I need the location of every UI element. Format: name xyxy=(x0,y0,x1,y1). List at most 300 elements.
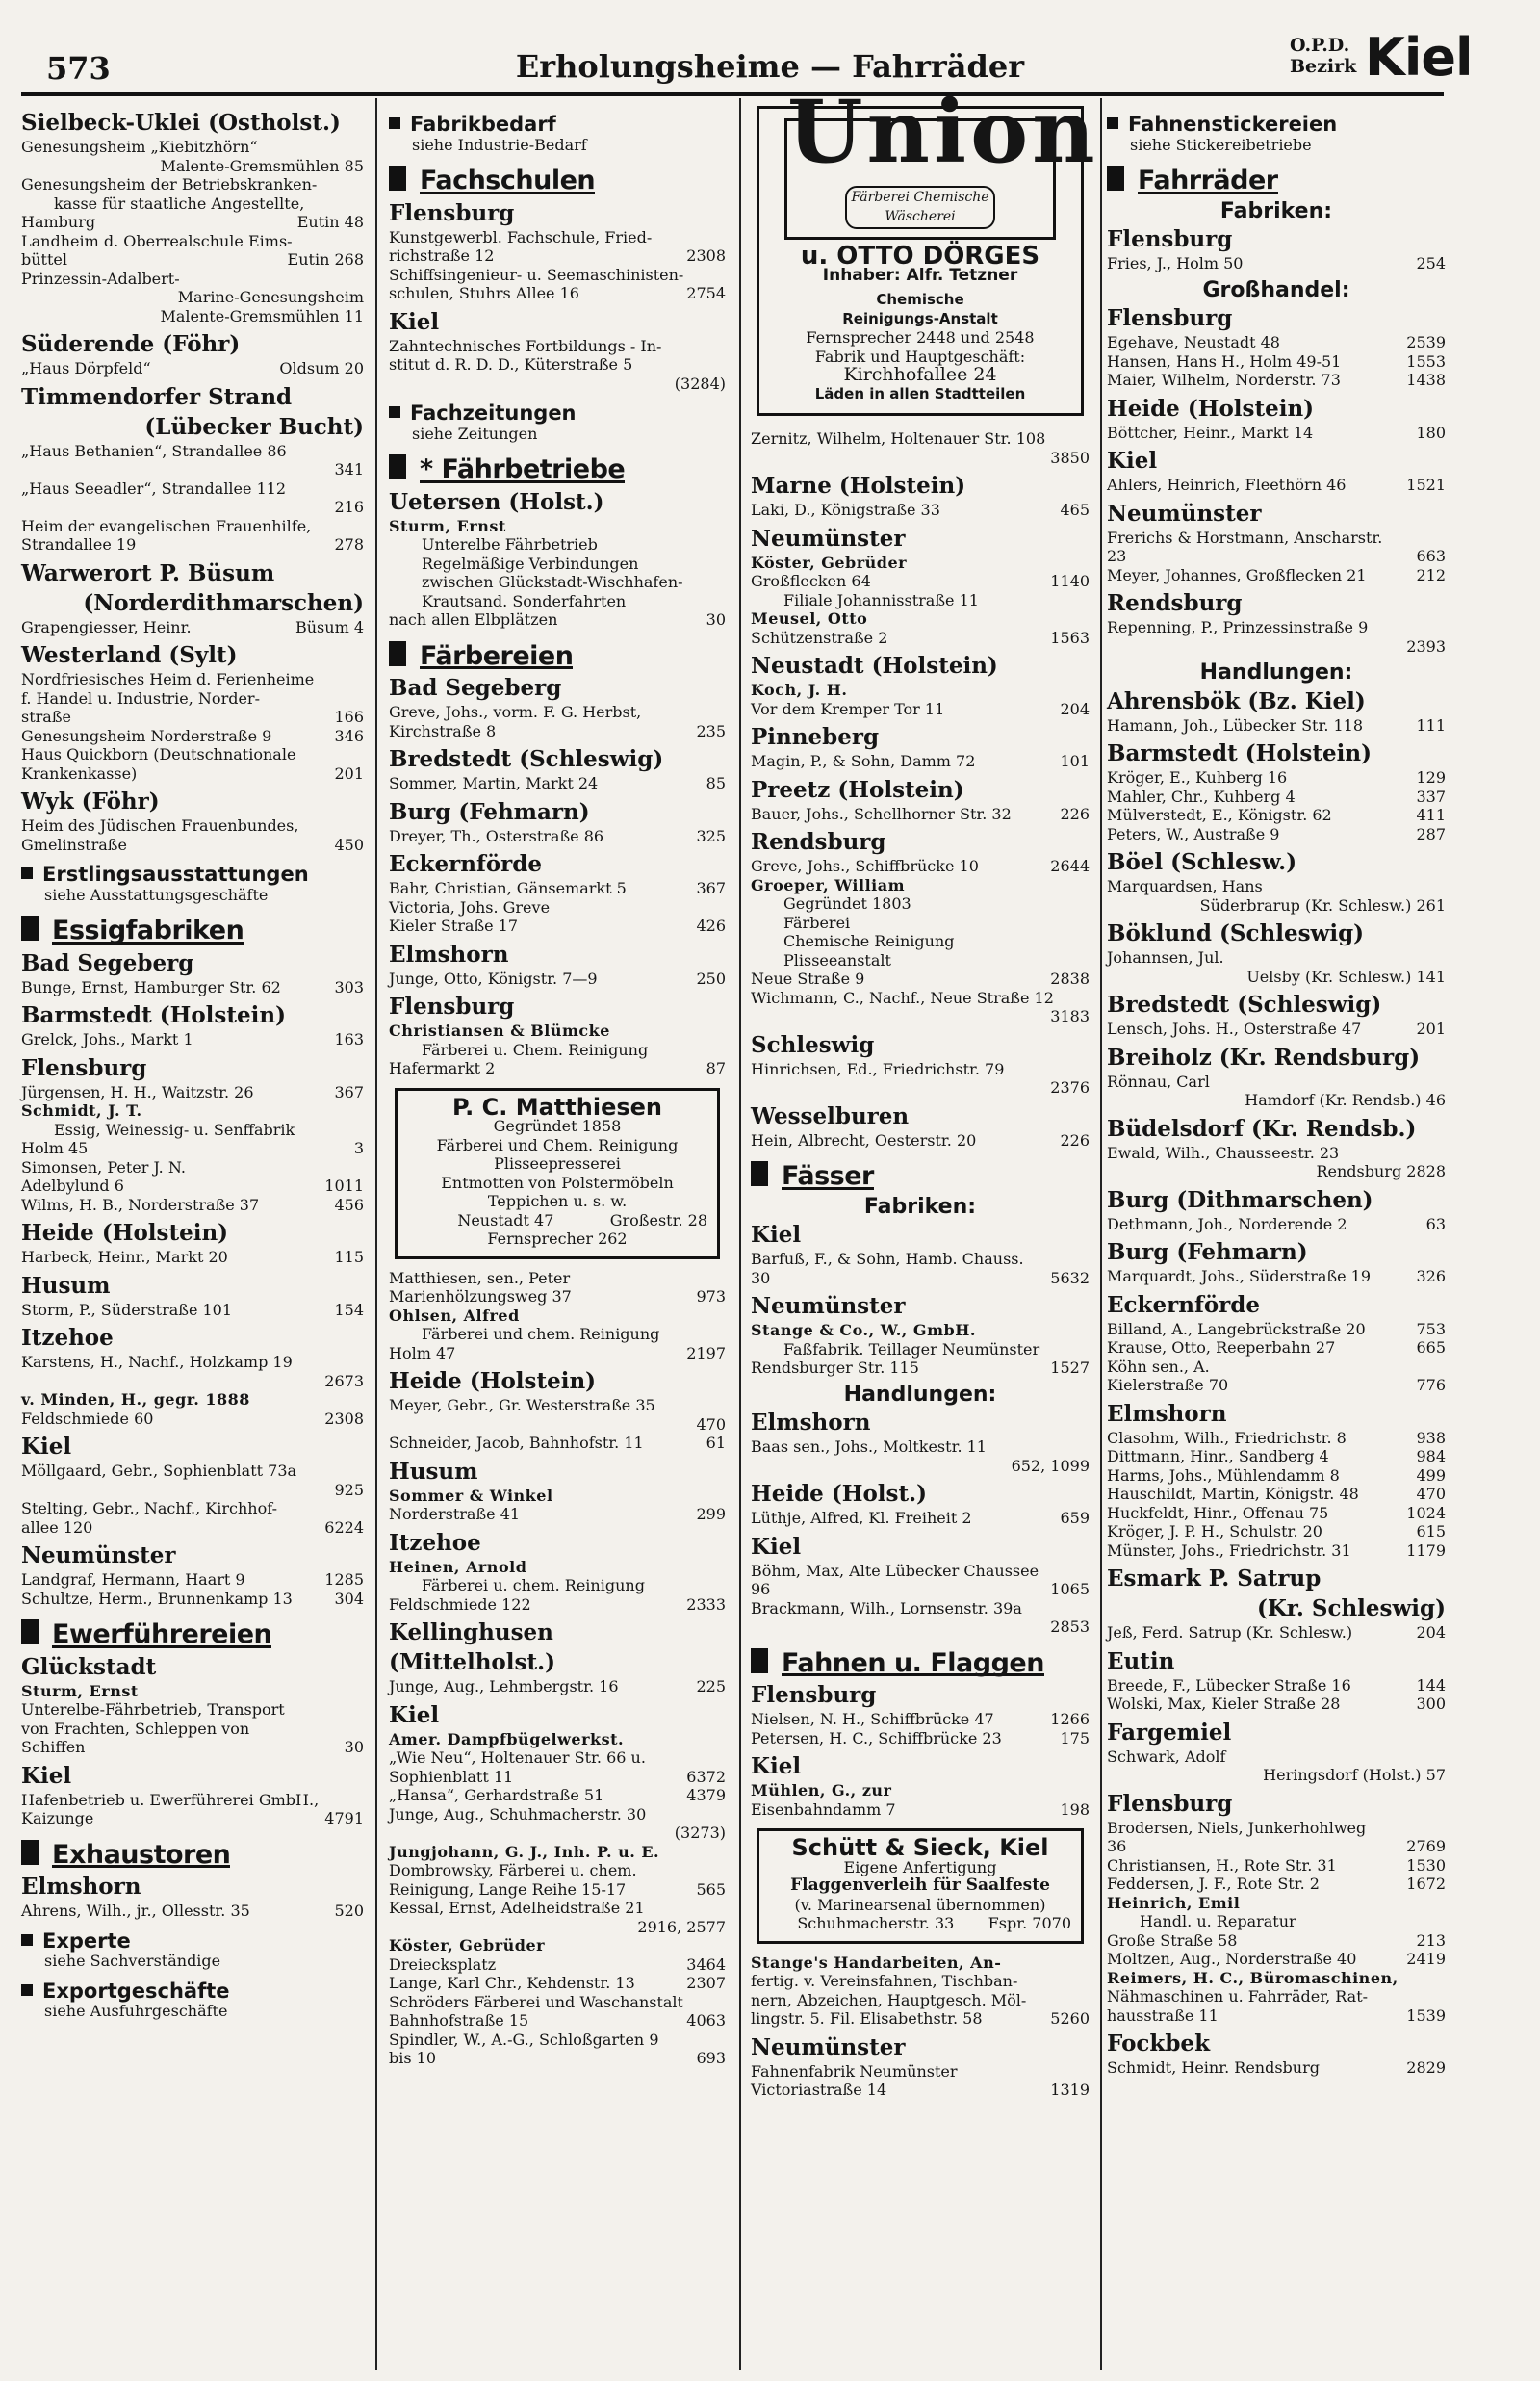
listing-phone: 204 xyxy=(1060,699,1090,718)
section-title: Fachzeitungen xyxy=(410,401,577,425)
listing-entry xyxy=(751,1250,1090,1269)
listing-detail: Faßfabrik. Teillager Neumünster xyxy=(783,1339,1040,1359)
listing-name: Hinrichsen, Ed., Friedrichstr. 79 xyxy=(751,1059,1005,1078)
listing-name: Lensch, Johs. H., Osterstraße 47 xyxy=(1107,1020,1362,1038)
listing-entry xyxy=(751,1710,1090,1729)
listing-name: 36 xyxy=(1107,1837,1127,1855)
listing-detail: Krautsand. Sonderfahrten xyxy=(422,591,627,610)
listing-entry xyxy=(1107,716,1446,736)
listing-entry xyxy=(21,1083,364,1102)
listing-phone: 115 xyxy=(334,1248,364,1266)
listing-entry xyxy=(751,1562,1090,1581)
place-heading: Heide (Holstein) xyxy=(1107,395,1315,422)
listing-name: Laki, D., Königstraße 33 xyxy=(751,501,940,519)
column-4 xyxy=(1107,104,1446,2078)
listing-name: Schiffen xyxy=(21,1738,86,1756)
listing-name: Böttcher, Heinr., Markt 14 xyxy=(1107,423,1314,442)
place-heading: (Kr. Schleswig) xyxy=(1256,1595,1446,1621)
listing-name: Adelbylund 6 xyxy=(21,1177,124,1195)
district-label xyxy=(1290,35,1356,77)
place-heading: Kiel xyxy=(21,1434,72,1460)
section-bullet-icon xyxy=(1107,117,1118,129)
listing-phone: 367 xyxy=(696,879,726,897)
listing-detail: Handl. u. Reparatur xyxy=(1140,1912,1296,1930)
place-heading: Kiel xyxy=(751,1753,802,1779)
place-heading: Neumünster xyxy=(1107,500,1262,527)
ad-line: Teppichen u. s. w. xyxy=(487,1192,628,1210)
listing-phone: 411 xyxy=(1416,806,1446,824)
listing-entry xyxy=(21,727,364,746)
listing-entry xyxy=(1107,806,1446,825)
listing-entry xyxy=(389,1786,726,1805)
listing-name: Heim des Jüdischen Frauenbundes, xyxy=(21,816,299,835)
listing-name: 23 xyxy=(1107,547,1127,565)
listing-entry xyxy=(1107,1144,1446,1163)
listing-entry xyxy=(751,752,1090,771)
ad-phone: Fernsprecher 262 xyxy=(487,1229,628,1248)
listing-phone: 565 xyxy=(696,1879,726,1899)
listing-firm: Sturm, Ernst xyxy=(21,1681,139,1700)
listing-phone: 984 xyxy=(1416,1447,1446,1465)
listing-entry xyxy=(751,1580,1090,1599)
section-heading xyxy=(751,1648,1090,1677)
listing-name: „Hansa“, Gerhardstraße 51 xyxy=(389,1786,604,1804)
listing-entry xyxy=(751,501,1090,520)
listing-name: Schultze, Herm., Brunnenkamp 13 xyxy=(21,1589,293,1608)
listing-entry xyxy=(21,1462,364,1481)
listing-phone: 3 xyxy=(353,1139,364,1157)
section-bullet-icon xyxy=(751,1648,768,1673)
listing-entry xyxy=(1107,1969,1446,1988)
ad-line: Flaggenverleih für Saalfeste xyxy=(790,1876,1050,1895)
listing-entry xyxy=(389,1880,726,1900)
listing-name: allee 120 xyxy=(21,1517,93,1537)
listing-entry xyxy=(389,1748,726,1768)
listing-name: Landheim d. Oberrealschule Eims- xyxy=(21,231,293,250)
listing-entry xyxy=(751,1599,1090,1618)
listing-value: Marine-Genesungsheim xyxy=(177,288,364,306)
section-bullet-icon xyxy=(1107,166,1124,191)
listing-name: Hauschildt, Martin, Königstr. 48 xyxy=(1107,1485,1359,1503)
listing-phone: 1530 xyxy=(1406,1855,1446,1875)
section-title: Exhaustoren xyxy=(52,1839,231,1870)
listing-entry xyxy=(751,989,1090,1008)
listing-entry xyxy=(1107,1485,1446,1504)
place-heading: Marne (Holstein) xyxy=(751,473,966,499)
listing-value: 2376 xyxy=(1050,1078,1090,1097)
listing-entry xyxy=(1107,476,1446,495)
listing-name: Krause, Otto, Reeperbahn 27 xyxy=(1107,1338,1336,1357)
ad-line: Färberei und Chem. Reinigung xyxy=(436,1135,679,1154)
ad-title: P. C. Matthiesen xyxy=(451,1093,662,1121)
section-title: Fahnen u. Flaggen xyxy=(782,1647,1044,1678)
place-heading: Schleswig xyxy=(751,1031,875,1058)
listing-name: Hamann, Joh., Lübecker Str. 118 xyxy=(1107,715,1364,735)
listing-detail: Färberei u. Chem. Reinigung xyxy=(422,1040,649,1059)
place-heading: Breiholz (Kr. Rendsburg) xyxy=(1107,1044,1421,1071)
listing-name: Neue Straße 9 xyxy=(751,970,865,988)
listing-entry xyxy=(389,1595,726,1615)
listing-name: Moltzen, Aug., Norderstraße 40 xyxy=(1107,1950,1357,1968)
listing-entry xyxy=(21,708,364,727)
listing-entry xyxy=(389,703,726,722)
listing-entry xyxy=(389,898,726,918)
listing-entry xyxy=(1107,1987,1446,2006)
listing-name: Ahrens, Wilh., jr., Ollesstr. 35 xyxy=(21,1902,250,1920)
listing-name: „Haus Bethanien“, Strandallee 86 xyxy=(21,441,287,460)
place-heading: Husum xyxy=(389,1458,478,1485)
listing-phone: 367 xyxy=(334,1082,364,1101)
listing-name: Stelting, Gebr., Nachf., Kirchhof- xyxy=(21,1499,277,1517)
listing-value: 925 xyxy=(334,1480,364,1499)
listing-entry xyxy=(21,1353,364,1372)
listing-phone: 6224 xyxy=(324,1517,364,1537)
listing-name: Greve, Johs., vorm. F. G. Herbst, xyxy=(389,703,642,721)
listing-entry xyxy=(21,442,364,461)
place-heading: (Lübecker Bucht) xyxy=(144,413,364,440)
listing-name: Hamburg xyxy=(21,213,96,231)
place-heading: Ahrensbök (Bz. Kiel) xyxy=(1107,687,1366,714)
see-reference: siehe Industrie-Bedarf xyxy=(412,135,587,154)
listing-entry xyxy=(1107,352,1446,372)
listing-firm: Christiansen & Blümcke xyxy=(389,1022,610,1040)
district-name: Kiel xyxy=(1365,27,1473,88)
listing-name: Nordfriesisches Heim d. Ferienheime xyxy=(21,670,315,688)
listing-entry xyxy=(1107,1541,1446,1561)
column-divider xyxy=(739,98,741,2370)
place-heading: Flensburg xyxy=(389,199,515,226)
listing-name: Jürgensen, H. H., Waitzstr. 26 xyxy=(21,1082,254,1101)
listing-entry xyxy=(389,827,726,846)
listing-phone: 5632 xyxy=(1050,1268,1090,1287)
listing-entry xyxy=(751,1991,1090,2010)
listing-entry xyxy=(21,138,364,157)
listing-name: Reimers, H. C., Büromaschinen, xyxy=(1107,1968,1399,1987)
listing-phone: 2307 xyxy=(686,1974,726,1992)
listing-value: Rendsburg 2828 xyxy=(1316,1162,1446,1180)
listing-detail: Essig, Weinessig- u. Senffabrik xyxy=(54,1120,295,1139)
listing-name: Krankenkasse) xyxy=(21,763,138,783)
listing-name: Marquardt, Johs., Süderstraße 19 xyxy=(1107,1267,1372,1285)
listing-name: richstraße 12 xyxy=(389,246,495,265)
listing-name: Meyer, Johannes, Großflecken 21 xyxy=(1107,565,1367,584)
listing-entry xyxy=(21,1499,364,1518)
listing-phone: 303 xyxy=(334,977,364,996)
place-heading: Böklund (Schleswig) xyxy=(1107,920,1365,946)
listing-entry xyxy=(389,1805,726,1825)
listing-name: Frerichs & Horstmann, Anscharstr. xyxy=(1107,528,1383,547)
listing-entry xyxy=(389,2031,726,2050)
see-reference: siehe Zeitungen xyxy=(412,424,538,443)
listing-entry xyxy=(21,1902,364,1921)
listing-name: Junge, Aug., Lehmbergstr. 16 xyxy=(389,1677,619,1695)
listing-phone: 63 xyxy=(1425,1214,1446,1233)
place-heading: Eutin xyxy=(1107,1647,1175,1674)
listing-firm: Sturm, Ernst xyxy=(389,516,506,535)
place-heading: Neumünster xyxy=(751,525,906,552)
listing-phone: 2644 xyxy=(1050,857,1090,875)
place-heading: Kiel xyxy=(21,1762,72,1789)
listing-name: Kielerstraße 70 xyxy=(1107,1376,1229,1394)
ad-address-row xyxy=(769,1914,1071,1933)
listing-name: Genesungsheim der Betriebskranken- xyxy=(21,175,318,194)
listing-phone: 470 xyxy=(1416,1485,1446,1503)
listing-phone: 225 xyxy=(696,1677,726,1695)
ad-line: Eigene Anfertigung xyxy=(843,1857,997,1876)
listing-value: 2673 xyxy=(324,1371,364,1390)
place-heading: Timmendorfer Strand xyxy=(21,383,293,410)
listing-firm: Meusel, Otto xyxy=(751,609,868,628)
listing-name: Storm, P., Süderstraße 101 xyxy=(21,1300,233,1319)
listing-entry xyxy=(389,2049,726,2068)
subsection-heading: Handlungen: xyxy=(1199,660,1353,685)
column-3 xyxy=(751,81,1099,2100)
listing-name: Barfuß, F., & Sohn, Hamb. Chauss. xyxy=(751,1250,1024,1268)
listing-phone: 325 xyxy=(696,826,726,845)
section-title: Exportgeschäfte xyxy=(42,1979,230,2003)
see-reference: siehe Ausstattungsgeschäfte xyxy=(44,885,269,904)
section-bullet-icon xyxy=(21,867,33,879)
listing-name: Egehave, Neustadt 48 xyxy=(1107,333,1280,351)
place-heading: Kiel xyxy=(1107,448,1158,474)
listing-name: straße xyxy=(21,708,71,726)
place-heading: Flensburg xyxy=(1107,1790,1233,1817)
section-heading xyxy=(389,454,726,483)
listing-entry xyxy=(389,1344,726,1363)
place-heading: Kellinghusen (Mittelholst.) xyxy=(389,1619,555,1675)
listing-phone: 129 xyxy=(1416,768,1446,787)
listing-phone: 250 xyxy=(696,969,726,988)
listing-entry xyxy=(1107,1020,1446,1039)
listing-entry xyxy=(389,1861,726,1880)
listing-name: Victoria, Johs. Greve xyxy=(389,897,551,917)
listing-phone: 450 xyxy=(334,835,364,854)
listing-phone: 226 xyxy=(1060,804,1090,823)
listing-phone: 3464 xyxy=(686,1954,726,1974)
listing-name: Köhn sen., A. xyxy=(1107,1357,1210,1376)
listing-phone: 326 xyxy=(1416,1267,1446,1285)
listing-name: Unterelbe-Fährbetrieb, Transport xyxy=(21,1700,285,1719)
listing-name: Hafenbetrieb u. Ewerführerei GmbH., xyxy=(21,1790,320,1809)
listing-name: Simonsen, Peter J. N. xyxy=(21,1157,186,1177)
listing-firm: Heinrich, Emil xyxy=(1107,1893,1241,1912)
listing-entry xyxy=(1107,1931,1446,1951)
section-heading xyxy=(389,401,726,425)
listing-name: Rendsburger Str. 115 xyxy=(751,1359,919,1377)
ad-address: Neustadt 47 xyxy=(457,1210,554,1229)
section-bullet-icon xyxy=(21,1840,38,1865)
listing-name: Haus Quickborn (Deutschnationale xyxy=(21,745,296,763)
listing-name: Petersen, H. C., Schiffbrücke 23 xyxy=(751,1728,1002,1747)
listing-name: bis 10 xyxy=(389,2049,437,2067)
section-heading xyxy=(389,113,726,136)
listing-detail: Färberei xyxy=(783,913,851,932)
listing-phone: 346 xyxy=(334,726,364,745)
listing-phone: Büsum 4 xyxy=(295,617,364,636)
listing-entry xyxy=(1107,1522,1446,1541)
place-heading: Eckernförde xyxy=(389,851,543,877)
listing-detail: Unterelbe Fährbetrieb xyxy=(422,535,598,554)
listing-entry xyxy=(1107,1447,1446,1466)
listing-firm: Koch, J. H. xyxy=(751,681,848,699)
listing-detail: Färberei und chem. Reinigung xyxy=(422,1325,660,1343)
place-heading: Bad Segeberg xyxy=(21,949,194,976)
advertisement-box xyxy=(395,1088,720,1259)
listing-name: Heim der evangelischen Frauenhilfe, xyxy=(21,516,312,535)
listing-name: Matthiesen, sen., Peter xyxy=(389,1268,571,1287)
section-bullet-icon xyxy=(21,916,38,941)
listing-entry xyxy=(751,1269,1090,1288)
listing-name: Dreiecksplatz xyxy=(389,1954,497,1974)
listing-entry xyxy=(389,1677,726,1696)
listing-name: Magin, P., & Sohn, Damm 72 xyxy=(751,752,976,770)
place-heading: Flensburg xyxy=(751,1682,877,1708)
see-reference: siehe Stickereibetriebe xyxy=(1130,135,1312,154)
listing-phone: 101 xyxy=(1060,752,1090,770)
section-heading xyxy=(389,166,726,194)
listing-entry xyxy=(1107,1267,1446,1286)
listing-phone: 520 xyxy=(334,1902,364,1920)
page-title: Erholungsheime — Fahrräder xyxy=(515,48,1025,85)
column-divider xyxy=(375,98,377,2370)
union-address: Kirchhofallee 24 xyxy=(843,364,997,385)
listing-name: Junge, Aug., Schuhmacherstr. 30 xyxy=(389,1804,647,1824)
listing-entry xyxy=(1107,1376,1446,1395)
listing-entry xyxy=(21,689,364,709)
listing-phone: 154 xyxy=(334,1300,364,1319)
listing-entry xyxy=(21,1301,364,1320)
listing-entry xyxy=(21,1809,364,1828)
listing-name: Prinzessin-Adalbert- xyxy=(21,269,180,288)
listing-phone: Eutin 268 xyxy=(287,250,364,269)
listing-entry xyxy=(389,774,726,793)
place-heading: Fargemiel xyxy=(1107,1719,1232,1746)
listing-name: Dombrowsky, Färberei u. chem. xyxy=(389,1861,637,1879)
listing-phone: 235 xyxy=(696,721,726,740)
listing-value: 2853 xyxy=(1050,1618,1090,1636)
section-heading xyxy=(389,641,726,670)
listing-entry xyxy=(21,1518,364,1538)
listing-detail: Chemische Reinigung xyxy=(783,932,955,950)
section-bullet-icon xyxy=(389,117,400,129)
listing-entry xyxy=(21,1030,364,1049)
see-reference: siehe Ausfuhrgeschäfte xyxy=(44,2002,228,2020)
place-heading: Flensburg xyxy=(389,994,515,1020)
section-bullet-icon xyxy=(21,1619,38,1644)
listing-firm: Stange & Co., W., GmbH. xyxy=(751,1321,976,1339)
listing-name: Breede, F., Lübecker Straße 16 xyxy=(1107,1675,1351,1695)
listing-entry xyxy=(21,816,364,836)
listing-firm: Groeper, William xyxy=(751,875,906,894)
column-divider xyxy=(1100,98,1102,2370)
listing-phone: 337 xyxy=(1416,787,1446,806)
listing-entry xyxy=(21,1196,364,1215)
listing-name: Schiffsingenieur- u. Seemaschinisten- xyxy=(389,265,684,284)
section-title: Essigfabriken xyxy=(52,916,244,945)
listing-entry xyxy=(1107,1338,1446,1358)
listing-entry xyxy=(21,213,364,232)
listing-name: Ahlers, Heinrich, Fleethörn 46 xyxy=(1107,476,1347,494)
listing-entry xyxy=(389,337,726,356)
union-inhaber: Inhaber: Alfr. Tetzner xyxy=(822,265,1018,285)
listing-name: Stange's Handarbeiten, An- xyxy=(751,1953,1002,1972)
listing-phone: 2308 xyxy=(686,246,726,265)
listing-name: Eisenbahndamm 7 xyxy=(751,1799,896,1819)
listing-entry xyxy=(389,970,726,989)
listing-name: Strandallee 19 xyxy=(21,535,137,554)
listing-phone: 426 xyxy=(696,917,726,935)
listing-phone: 254 xyxy=(1416,254,1446,272)
section-heading xyxy=(21,1840,364,1869)
listing-entry xyxy=(389,917,726,936)
place-heading: Neustadt (Holstein) xyxy=(751,653,998,679)
listing-name: Norderstraße 41 xyxy=(389,1505,521,1523)
section-heading xyxy=(21,863,364,886)
place-heading: Flensburg xyxy=(1107,226,1233,252)
listing-value: Malente-Gremsmühlen 85 xyxy=(160,156,364,175)
page-number: 573 xyxy=(46,50,111,87)
ad-line: (v. Marinearsenal übernommen) xyxy=(794,1895,1046,1914)
listing-name: Schützenstraße 2 xyxy=(751,628,888,647)
listing-entry xyxy=(389,1269,726,1288)
listing-entry xyxy=(21,1700,364,1720)
listing-name: Großflecken 64 xyxy=(751,572,871,590)
listing-entry xyxy=(389,355,726,375)
place-heading: Wesselburen xyxy=(751,1102,910,1129)
listing-value: Süderbrarup (Kr. Schlesw.) 261 xyxy=(1199,895,1446,915)
ad-address: Schuhmacherstr. 33 xyxy=(797,1914,955,1932)
listing-phone: 201 xyxy=(1416,1020,1446,1038)
listing-entry xyxy=(751,1800,1090,1820)
listing-name: hausstraße 11 xyxy=(1107,2006,1219,2025)
listing-entry xyxy=(21,1139,364,1158)
listing-entry xyxy=(1107,788,1446,807)
place-heading: Bad Segeberg xyxy=(389,675,562,701)
place-heading: Kiel xyxy=(389,308,440,335)
listing-name: Vor dem Kremper Tor 11 xyxy=(751,699,945,718)
place-heading: Kiel xyxy=(751,1533,802,1560)
see-reference: siehe Sachverständige xyxy=(44,1952,221,1970)
listing-entry xyxy=(751,572,1090,591)
ad-address-2: Großestr. 28 xyxy=(609,1210,707,1229)
listing-name: Bahr, Christian, Gänsemarkt 5 xyxy=(389,879,627,897)
listing-entry xyxy=(389,1505,726,1524)
section-heading xyxy=(751,1161,1090,1190)
listing-phone: 175 xyxy=(1060,1728,1090,1747)
listing-entry xyxy=(21,535,364,555)
listing-detail: Filiale Johannisstraße 11 xyxy=(783,590,979,609)
listing-entry xyxy=(1107,1215,1446,1234)
listing-firm: Sommer & Winkel xyxy=(389,1486,553,1505)
place-heading: Wyk (Föhr) xyxy=(21,789,160,815)
listing-entry xyxy=(1107,424,1446,443)
listing-name: Rönnau, Carl xyxy=(1107,1072,1210,1091)
place-heading: Fockbek xyxy=(1107,2031,1211,2057)
listing-entry xyxy=(21,764,364,784)
listing-phone: 456 xyxy=(334,1195,364,1214)
listing-entry xyxy=(389,1843,726,1862)
listing-phone: 4791 xyxy=(324,1809,364,1827)
listing-name: Schmidt, Heinr. Rendsburg xyxy=(1107,2058,1320,2077)
listing-value: 341 xyxy=(334,460,364,479)
listing-name: Jungjohann, G. J., Inh. P. u. E. xyxy=(389,1842,660,1861)
listing-name: Clasohm, Wilh., Friedrichstr. 8 xyxy=(1107,1428,1347,1447)
section-bullet-icon xyxy=(21,1984,33,1996)
listing-phone: 753 xyxy=(1416,1319,1446,1338)
listing-phone: 499 xyxy=(1416,1465,1446,1485)
listing-entry xyxy=(751,1437,1090,1457)
listing-name: 96 xyxy=(751,1580,771,1598)
